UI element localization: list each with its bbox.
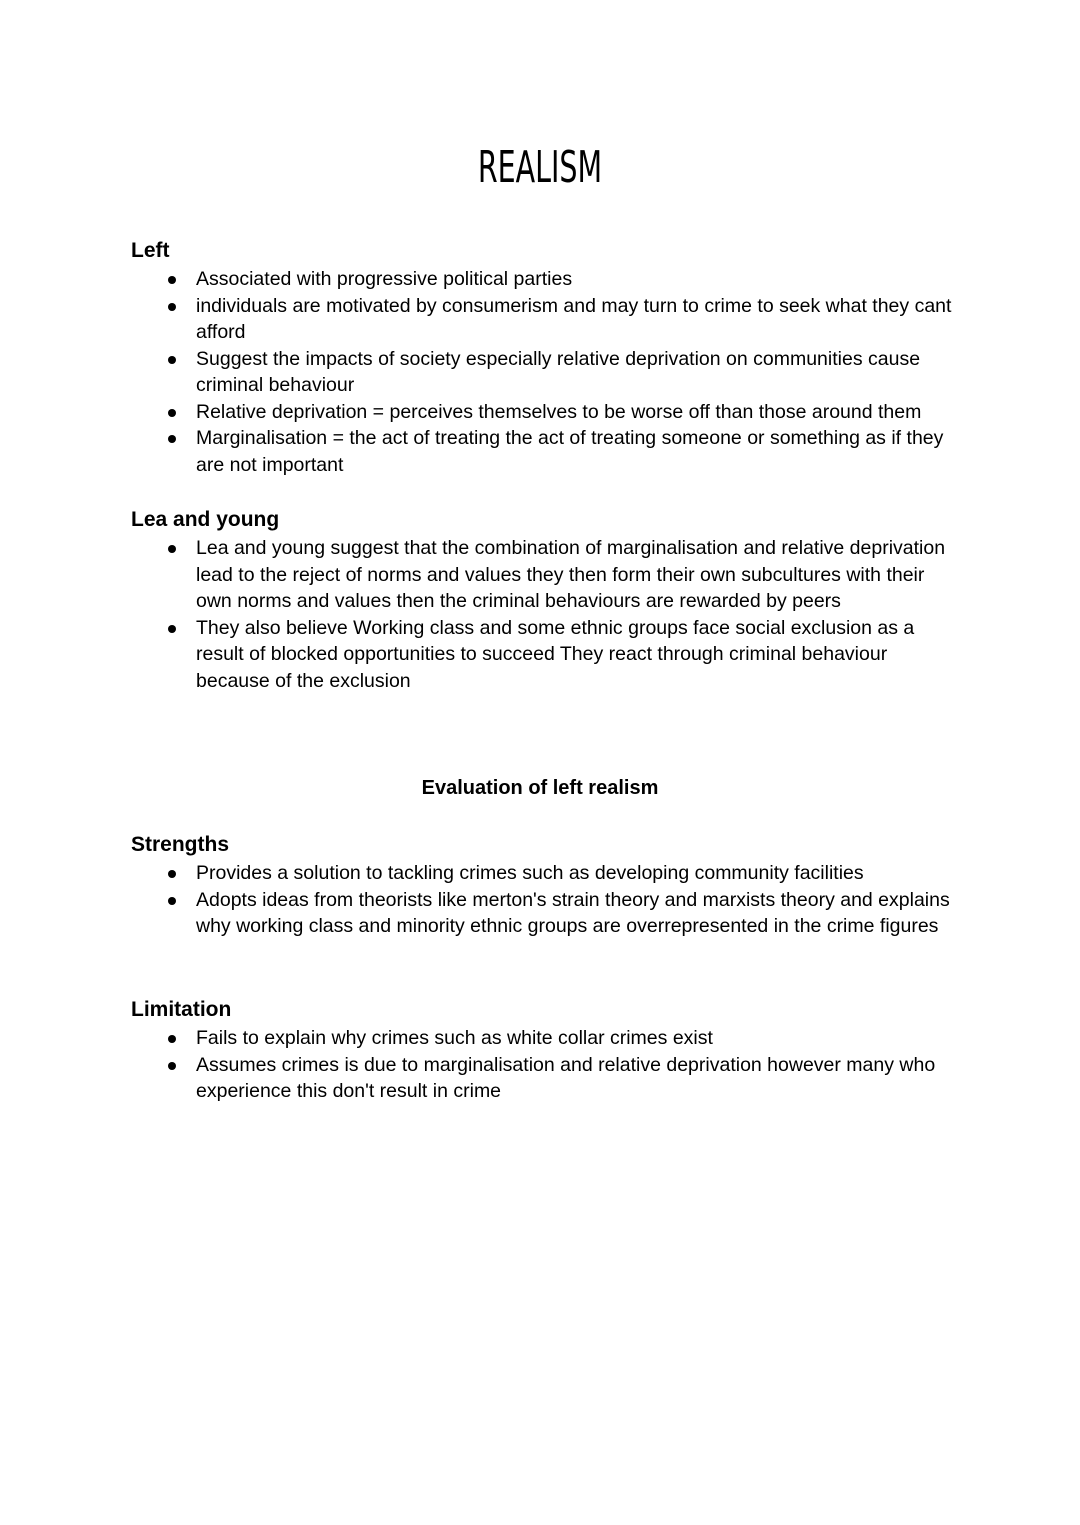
list-item-text: Relative deprivation = perceives themselves to be worse off than those around them [196, 400, 922, 423]
list-item-text: Provides a solution to tackling crimes such as developing community facilities [196, 862, 864, 884]
list-item-text: Suggest the impacts of society especially relative deprivation on communities cause criminal behaviour [196, 347, 921, 396]
list-item-text: individuals are motivated by consumerism and may turn to crime to seek what they cant afford [196, 294, 952, 343]
bullet-icon [168, 897, 176, 905]
bullet-icon [168, 545, 176, 553]
page-title: REALISM [477, 142, 603, 193]
bullet-icon [168, 303, 176, 311]
section-lea-and-young [131, 507, 951, 694]
list-item [131, 266, 956, 293]
bullet-icon [168, 435, 176, 443]
section-heading-lea-and-young: Lea and young [131, 508, 280, 531]
list-item-text: Assumes crimes is due to marginalisation and relative deprivation however many who experience this don't result in crime [196, 1053, 936, 1102]
list-item [131, 1052, 956, 1105]
evaluation-heading: Evaluation of left realism [421, 777, 659, 799]
list-item-text: They also believe Working class and some ethnic groups face social exclusion as a result of blocked opportunities to succeed They react through criminal behaviour because of the exclusion [196, 616, 915, 692]
section-heading-left: Left [131, 239, 170, 262]
bullet-icon [168, 356, 176, 364]
section-heading-strengths: Strengths [131, 833, 230, 856]
list-item [131, 399, 956, 426]
section-left [131, 238, 951, 478]
list-item [131, 293, 956, 346]
list-item [131, 535, 956, 615]
bullet-icon [168, 625, 176, 633]
bullet-icon [168, 276, 176, 284]
list-item-text: Marginalisation = the act of treating the act of treating someone or something as if they are not important [196, 427, 944, 476]
bullet-list-strengths [131, 860, 951, 940]
list-item [131, 1025, 956, 1052]
list-item [131, 887, 956, 940]
list-item-text: Associated with progressive political parties [196, 268, 573, 290]
bullet-list-lea-and-young [131, 535, 951, 694]
list-item [131, 615, 956, 695]
bullet-icon [168, 870, 176, 878]
list-item-text: Lea and young suggest that the combination of marginalisation and relative deprivation lead to the reject of norms and values they then form their own subcultures with their own norms and values then the criminal behaviours are rewarded by peers [196, 537, 946, 612]
list-item [131, 425, 956, 478]
section-heading-limitation: Limitation [131, 998, 232, 1021]
list-item-text: Fails to explain why crimes such as white collar crimes exist [196, 1027, 713, 1049]
list-item-text: Adopts ideas from theorists like merton's strain theory and marxists theory and explains why working class and minority ethnic groups are overrepresented in the crime figures [196, 888, 950, 937]
bullet-list-left [131, 266, 951, 478]
bullet-icon [168, 1062, 176, 1070]
bullet-icon [168, 1035, 176, 1043]
section-limitation [131, 997, 951, 1105]
bullet-icon [168, 409, 176, 417]
list-item [131, 346, 956, 399]
section-strengths [131, 832, 951, 940]
bullet-list-limitation [131, 1025, 951, 1105]
list-item [131, 860, 956, 887]
